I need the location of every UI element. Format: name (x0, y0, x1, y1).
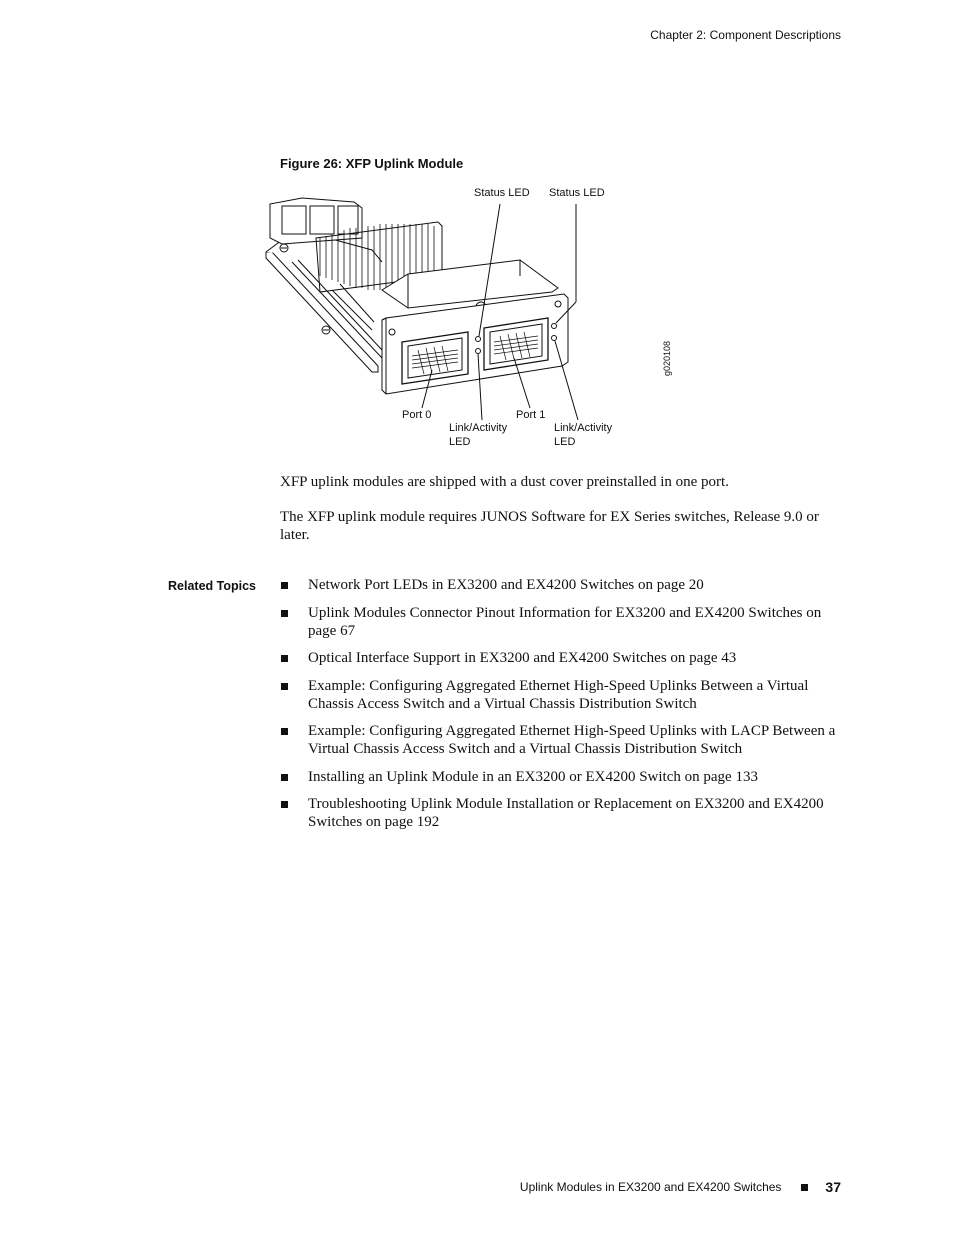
status-led-left-callout: Status LED (474, 187, 530, 199)
link-led-right-callout (554, 421, 612, 449)
related-topic-item[interactable] (280, 677, 846, 713)
page-number: 37 (825, 1179, 841, 1195)
xfp-module-figure (262, 180, 702, 455)
related-topic-item[interactable] (280, 722, 846, 758)
related-topic-item[interactable] (280, 649, 846, 667)
related-topic-text[interactable]: Optical Interface Support in EX3200 and EX4200 Switches on page 43 (308, 650, 737, 666)
related-topic-text[interactable]: Example: Configuring Aggregated Ethernet High-Speed Uplinks with LACP Between a Virtual Chassis Access Switch and a Virtual Chassis Distribution Switch (308, 723, 836, 757)
bullet-square-icon (281, 582, 288, 589)
body-paragraph-2: The XFP uplink module requires JUNOS Software for EX Series switches, Release 9.0 or later. (280, 509, 819, 543)
bullet-square-icon (281, 801, 288, 808)
related-topic-text[interactable]: Network Port LEDs in EX3200 and EX4200 Switches on page 20 (308, 577, 704, 593)
related-topic-item[interactable] (280, 768, 846, 786)
related-topic-text[interactable]: Installing an Uplink Module in an EX3200 or EX4200 Switch on page 133 (308, 768, 758, 785)
related-topic-text[interactable]: Troubleshooting Uplink Module Installation or Replacement on EX3200 and EX4200 Switches on page 192 (308, 796, 824, 830)
link-led-right-line1: Link/Activity (554, 422, 613, 434)
port0-callout: Port 0 (402, 409, 432, 421)
link-led-left-line1: Link/Activity (449, 422, 508, 434)
bullet-square-icon (281, 683, 288, 690)
related-topic-text[interactable]: Example: Configuring Aggregated Ethernet High-Speed Uplinks Between a Virtual Chassis Access Switch and a Virtual Chassis Distribution Switch (308, 677, 809, 712)
bullet-square-icon (281, 610, 288, 617)
link-led-left-line2: LED (449, 436, 471, 448)
status-led-right-callout: Status LED (549, 187, 605, 199)
related-topic-text[interactable]: Uplink Modules Connector Pinout Information for EX3200 and EX4200 Switches on page 67 (308, 604, 822, 639)
bullet-square-icon (281, 774, 288, 781)
related-topics-label: Related Topics (168, 579, 256, 593)
xfp-module-illustration (262, 180, 702, 455)
related-topic-item[interactable] (280, 795, 846, 831)
related-topic-item[interactable] (280, 604, 846, 640)
body-paragraph-1: XFP uplink modules are shipped with a dust cover preinstalled in one port. (280, 474, 729, 490)
bullet-square-icon (281, 655, 288, 662)
link-led-left-callout (449, 421, 507, 449)
link-led-right-line2: LED (554, 436, 576, 448)
page-footer (520, 1179, 841, 1195)
port1-callout: Port 1 (516, 409, 546, 421)
footer-square-icon (801, 1184, 808, 1191)
bullet-square-icon (281, 728, 288, 735)
footer-title: Uplink Modules in EX3200 and EX4200 Switches (519, 1180, 782, 1194)
figure-caption: Figure 26: XFP Uplink Module (280, 156, 464, 171)
running-header: Chapter 2: Component Descriptions (650, 28, 841, 42)
figure-id: g020108 (662, 340, 672, 376)
related-topics-list (280, 576, 846, 841)
related-topic-item[interactable] (280, 576, 846, 594)
